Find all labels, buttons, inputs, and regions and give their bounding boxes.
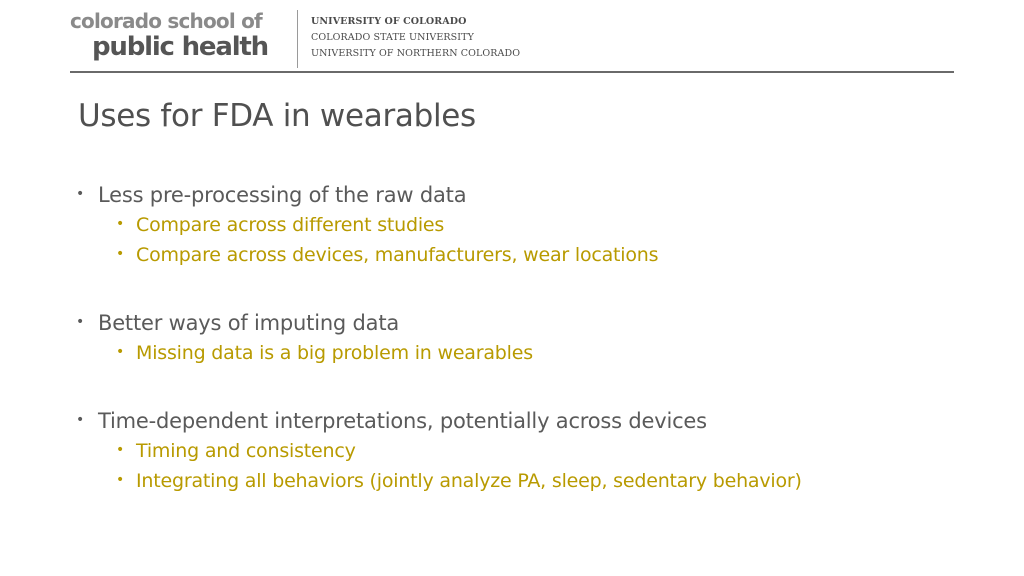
bullet-text: Time-dependent interpretations, potentially across devices bbox=[98, 409, 707, 433]
slide-title: Uses for FDA in wearables bbox=[78, 98, 476, 134]
sub-bullet-item bbox=[76, 240, 976, 270]
logo-divider bbox=[297, 10, 298, 68]
sub-bullet-item bbox=[76, 436, 976, 466]
bullet-dot-icon: • bbox=[116, 344, 125, 360]
bullet-dot-icon: • bbox=[116, 246, 125, 262]
bullet-dot-icon: • bbox=[76, 412, 85, 428]
university-3: UNIVERSITY OF NORTHERN COLORADO bbox=[311, 48, 521, 59]
bullet-item bbox=[76, 406, 976, 436]
spacer bbox=[76, 270, 976, 308]
bullet-dot-icon: • bbox=[76, 186, 85, 202]
university-list bbox=[311, 14, 520, 62]
bullet-text: Less pre-processing of the raw data bbox=[98, 183, 467, 207]
sub-bullet-text: Compare across different studies bbox=[136, 214, 445, 236]
bullet-text: Better ways of imputing data bbox=[98, 311, 400, 335]
sub-bullet-item bbox=[76, 466, 976, 496]
spacer bbox=[76, 368, 976, 406]
header-rule bbox=[70, 71, 954, 73]
university-2: COLORADO STATE UNIVERSITY bbox=[311, 32, 474, 43]
university-1: UNIVERSITY OF COLORADO bbox=[311, 16, 467, 27]
logo-line-2: public health bbox=[92, 32, 268, 62]
bullet-dot-icon: • bbox=[116, 216, 125, 232]
bullet-item bbox=[76, 308, 976, 338]
school-logo bbox=[70, 9, 290, 61]
bullet-item bbox=[76, 180, 976, 210]
slide-header bbox=[0, 0, 1024, 76]
sub-bullet-item bbox=[76, 210, 976, 240]
logo-line-1: colorado school of bbox=[70, 9, 262, 33]
bullet-list bbox=[76, 180, 976, 496]
sub-bullet-text: Compare across devices, manufacturers, wear locations bbox=[136, 244, 659, 266]
sub-bullet-text: Timing and consistency bbox=[136, 440, 356, 462]
bullet-dot-icon: • bbox=[116, 442, 125, 458]
sub-bullet-text: Integrating all behaviors (jointly analyze PA, sleep, sedentary behavior) bbox=[136, 470, 802, 492]
sub-bullet-text: Missing data is a big problem in wearables bbox=[136, 342, 533, 364]
bullet-dot-icon: • bbox=[76, 314, 85, 330]
bullet-dot-icon: • bbox=[116, 472, 125, 488]
sub-bullet-item bbox=[76, 338, 976, 368]
